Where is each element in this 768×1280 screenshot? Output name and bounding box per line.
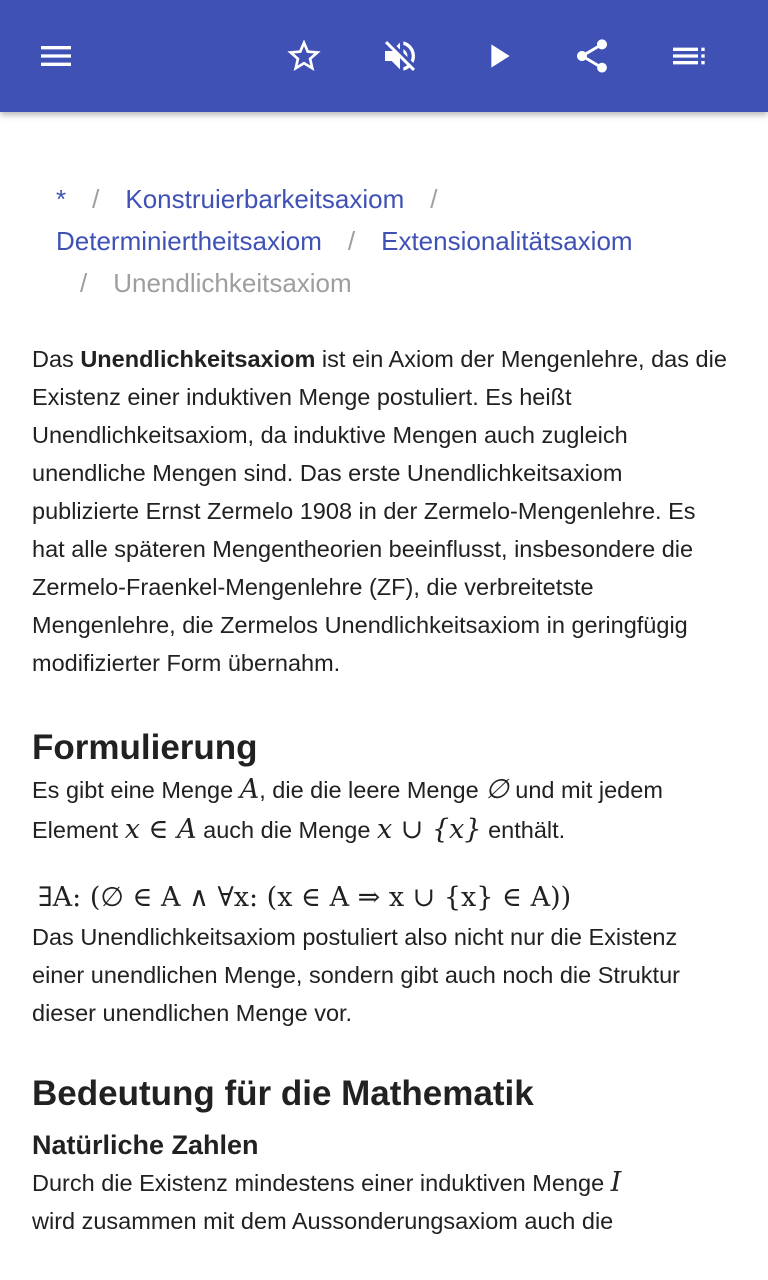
share-button[interactable] (564, 28, 620, 84)
app-toolbar (0, 0, 768, 112)
breadcrumb-link-extensionalitaetsaxiom[interactable]: Extensionalitätsaxiom (381, 226, 633, 256)
intro-paragraph (32, 340, 732, 682)
subsection-heading-natuerliche-zahlen: Natürliche Zahlen (32, 1130, 259, 1160)
math-inline: A (239, 774, 260, 805)
intro-bold-term: Unendlichkeitsaxiom (80, 346, 316, 372)
intro-text: ist ein Axiom der Mengenlehre, das die Existenz einer induktiven Menge postuliert. Es heißt Unendlichkeitsaxiom, da induktive Mengen auch zugleich unendliche Mengen sind. Das erste Unendlichkeitsaxiom publizierte Ernst Zermelo 1908 in der Zermelo-Mengenlehre. Es hat alle späteren Mengentheorien beeinflusst, insbesondere die Zermelo-Fraenkel-Mengenlehre (ZF), die verbreitetste Mengenlehre, die Zermelos Unendlichkeitsaxiom in geringfügig modifizierter Form übernahm. (32, 346, 727, 676)
axiom-formula: ∃A: (∅ ∈ A ∧ ∀x: (x ∈ A ⇒ x ∪ {x} ∈ A)) (38, 882, 572, 913)
breadcrumb-current: Unendlichkeitsaxiom (113, 268, 352, 298)
volume-off-icon (380, 36, 420, 76)
article-body (32, 340, 732, 1240)
playlist-icon (668, 36, 708, 76)
breadcrumb-link-determiniertheitsaxiom[interactable]: Determiniertheitsaxiom (56, 226, 322, 256)
bedeutung-paragraph (32, 1164, 732, 1240)
breadcrumb-link-konstruierbarkeitsaxiom[interactable]: Konstruierbarkeitsaxiom (125, 184, 405, 214)
text: Es gibt eine Menge (32, 777, 240, 803)
breadcrumb-root-link[interactable]: * (56, 184, 67, 214)
contents-button[interactable] (660, 28, 716, 84)
text: enthält. (481, 817, 566, 843)
formulierung-paragraph (32, 770, 732, 850)
menu-button[interactable] (28, 28, 84, 84)
text: und mit jedem Element (32, 777, 663, 843)
text: wird zusammen mit dem Aussonderungsaxiom auch die (32, 1208, 614, 1234)
article-content (0, 112, 768, 1280)
math-inline: ∅ (485, 774, 509, 805)
play-button[interactable] (470, 28, 526, 84)
menu-icon (36, 36, 76, 76)
math-inline: I (610, 1167, 622, 1198)
math-inline: x ∈ A (124, 814, 197, 845)
text: auch die Menge (196, 817, 377, 843)
breadcrumb-line-2 (56, 220, 736, 262)
math-inline: x ∪ {x} (376, 814, 482, 845)
favorite-button[interactable] (276, 28, 332, 84)
share-icon (572, 36, 612, 76)
breadcrumb-separator: / (92, 184, 100, 214)
section-heading-bedeutung: Bedeutung für die Mathematik (32, 1074, 534, 1113)
star-outline-icon (284, 36, 324, 76)
breadcrumb-separator: / (347, 226, 356, 256)
text: , die die leere Menge (259, 777, 486, 803)
formulierung-after-paragraph: Das Unendlichkeitsaxiom postuliert also nicht nur die Existenz einer unendlichen Menge, sondern gibt auch noch die Struktur dieser unendlichen Menge vor. (32, 924, 680, 1026)
breadcrumb-separator: / (430, 184, 438, 214)
mute-button[interactable] (372, 28, 428, 84)
breadcrumb-line-1 (56, 178, 736, 220)
breadcrumb-separator: / (80, 268, 88, 298)
text: Durch die Existenz mindestens einer induktiven Menge (32, 1170, 611, 1196)
section-heading-formulierung: Formulierung (32, 728, 258, 767)
play-icon (478, 36, 518, 76)
intro-text: Das (32, 346, 81, 372)
breadcrumb (56, 178, 736, 304)
breadcrumb-line-3 (56, 262, 736, 304)
